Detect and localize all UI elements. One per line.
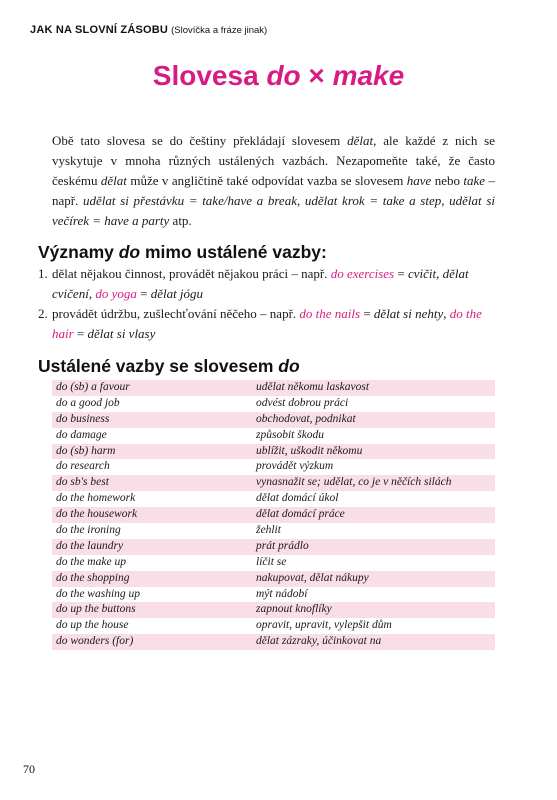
heading-text: mimo ustálené vazby:: [140, 242, 327, 262]
table-row: [52, 507, 495, 523]
page-number: 70: [23, 762, 35, 776]
example-en: do yoga: [95, 286, 137, 301]
meaning-item: [38, 304, 496, 344]
intro-term: have: [406, 173, 432, 188]
intro-text: atp.: [169, 213, 192, 228]
section-heading-collocations: [38, 356, 300, 377]
item-desc: provádět údržbu, zušlechťování něčeho – např.: [52, 306, 300, 321]
table-row: [52, 555, 495, 571]
phrase-en: do damage: [56, 428, 107, 441]
table-row: [52, 412, 495, 428]
table-row: [52, 634, 495, 650]
equals: =: [394, 266, 408, 281]
running-head: [30, 24, 267, 36]
phrase-cz: provádět výzkum: [256, 460, 334, 473]
example-en: do the nails: [299, 306, 361, 321]
comma: ,: [88, 286, 96, 301]
phrase-en: do the homework: [56, 492, 136, 505]
phrase-cz: žehlit: [256, 524, 281, 537]
example-en: do exercises: [330, 266, 395, 281]
table-row: [52, 539, 495, 555]
phrase-cz: opravit, upravit, vylepšit dům: [256, 619, 392, 632]
equals: =: [73, 326, 88, 341]
intro-term: take: [463, 173, 486, 188]
phrase-cz: dělat domácí práce: [256, 508, 345, 521]
example-cz: cvičit, dělat cvičení: [52, 266, 469, 301]
intro-examples: udělat si přestávku = take/have a break, udělat krok = take a step, udělat si večírek = have a party: [52, 193, 495, 228]
phrase-cz: prát prádlo: [256, 539, 309, 552]
intro-text: – např.: [52, 173, 495, 208]
example-en: do the hair: [52, 306, 482, 341]
table-row: [52, 380, 495, 396]
comma: ,: [443, 306, 450, 321]
phrase-en: do (sb) harm: [56, 444, 116, 457]
example-cz: dělat jógu: [150, 286, 204, 301]
heading-term: do: [278, 356, 300, 376]
intro-text: nebo: [431, 173, 464, 188]
phrase-cz: ublížit, uškodit někomu: [256, 444, 363, 457]
table-row: [52, 571, 495, 587]
phrase-en: do the housework: [56, 508, 138, 521]
table-row: [52, 475, 495, 491]
meaning-item: [38, 264, 496, 304]
title-prefix: Slovesa: [152, 60, 267, 91]
collocations-table: [52, 380, 495, 650]
heading-text: Významy: [38, 242, 119, 262]
item-number: 1.: [38, 266, 48, 281]
phrase-en: do the shopping: [56, 571, 130, 584]
heading-text: Ustálené vazby se slovesem: [38, 356, 279, 376]
phrase-cz: odvést dobrou práci: [256, 396, 349, 409]
phrase-en: do the washing up: [56, 587, 141, 600]
table-row: [52, 459, 495, 475]
table-row: [52, 444, 495, 460]
table-row: [52, 602, 495, 618]
meanings-list: [38, 264, 496, 344]
title-separator: ×: [300, 60, 333, 91]
phrase-cz: líčit se: [256, 555, 287, 568]
phrase-cz: nakupovat, dělat nákupy: [256, 571, 369, 584]
phrase-cz: obchodovat, podnikat: [256, 412, 356, 425]
phrase-cz: mýt nádobí: [256, 587, 308, 600]
table-row: [52, 428, 495, 444]
title-word-do: do: [266, 60, 301, 91]
phrase-cz: zapnout knoflíky: [256, 603, 332, 616]
table-row: [52, 523, 495, 539]
table-row: [52, 491, 495, 507]
intro-paragraph: [52, 131, 495, 231]
intro-text: , ale každé z nich se vyskytuje v mnoha různých ustálených vazbách. Nezapomeňte také, že často českému: [52, 133, 495, 188]
phrase-cz: způsobit škodu: [256, 428, 325, 441]
phrase-cz: dělat zázraky, účinkovat na: [256, 635, 382, 648]
equals: =: [360, 306, 374, 321]
item-desc: dělat nějakou činnost, provádět nějakou práci – např.: [52, 266, 331, 281]
phrase-cz: vynasnažit se; udělat, co je v něčích silách: [256, 476, 452, 489]
phrase-en: do the ironing: [56, 524, 121, 537]
phrase-en: do a good job: [56, 396, 120, 409]
intro-text: Obě tato slovesa se do češtiny překládají slovesem: [52, 133, 348, 148]
phrase-cz: udělat někomu laskavost: [256, 381, 370, 393]
phrase-cz: dělat domácí úkol: [256, 492, 339, 505]
table-row: [52, 396, 495, 412]
page-title: [0, 60, 557, 92]
item-number: 2.: [38, 306, 48, 321]
intro-text: může v angličtině také odpovídat vazba se slovesem: [126, 173, 407, 188]
phrase-en: do up the buttons: [56, 603, 136, 616]
phrase-en: do the make up: [56, 555, 126, 568]
phrase-en: do (sb) a favour: [56, 381, 130, 393]
equals: =: [136, 286, 151, 301]
running-head-subtitle: (Slovíčka a fráze jinak): [171, 25, 268, 36]
item-text: [52, 264, 496, 304]
title-word-make: make: [332, 60, 405, 91]
example-cz: dělat si nehty: [373, 306, 444, 321]
phrase-en: do wonders (for): [56, 635, 134, 648]
intro-term: dělat: [100, 173, 127, 188]
phrase-en: do research: [56, 460, 110, 473]
running-head-title: JAK NA SLOVNÍ ZÁSOBU: [30, 24, 169, 36]
heading-term: do: [118, 242, 141, 262]
phrase-en: do the laundry: [56, 539, 124, 552]
phrase-en: do up the house: [56, 619, 129, 632]
table-row: [52, 618, 495, 634]
table-row: [52, 587, 495, 603]
phrase-en: do business: [56, 412, 110, 425]
item-text: [52, 304, 496, 344]
section-heading-meanings: [38, 242, 327, 263]
example-cz: dělat si vlasy: [87, 326, 156, 341]
phrase-en: do sb's best: [56, 476, 109, 489]
intro-term: dělat: [347, 133, 374, 148]
